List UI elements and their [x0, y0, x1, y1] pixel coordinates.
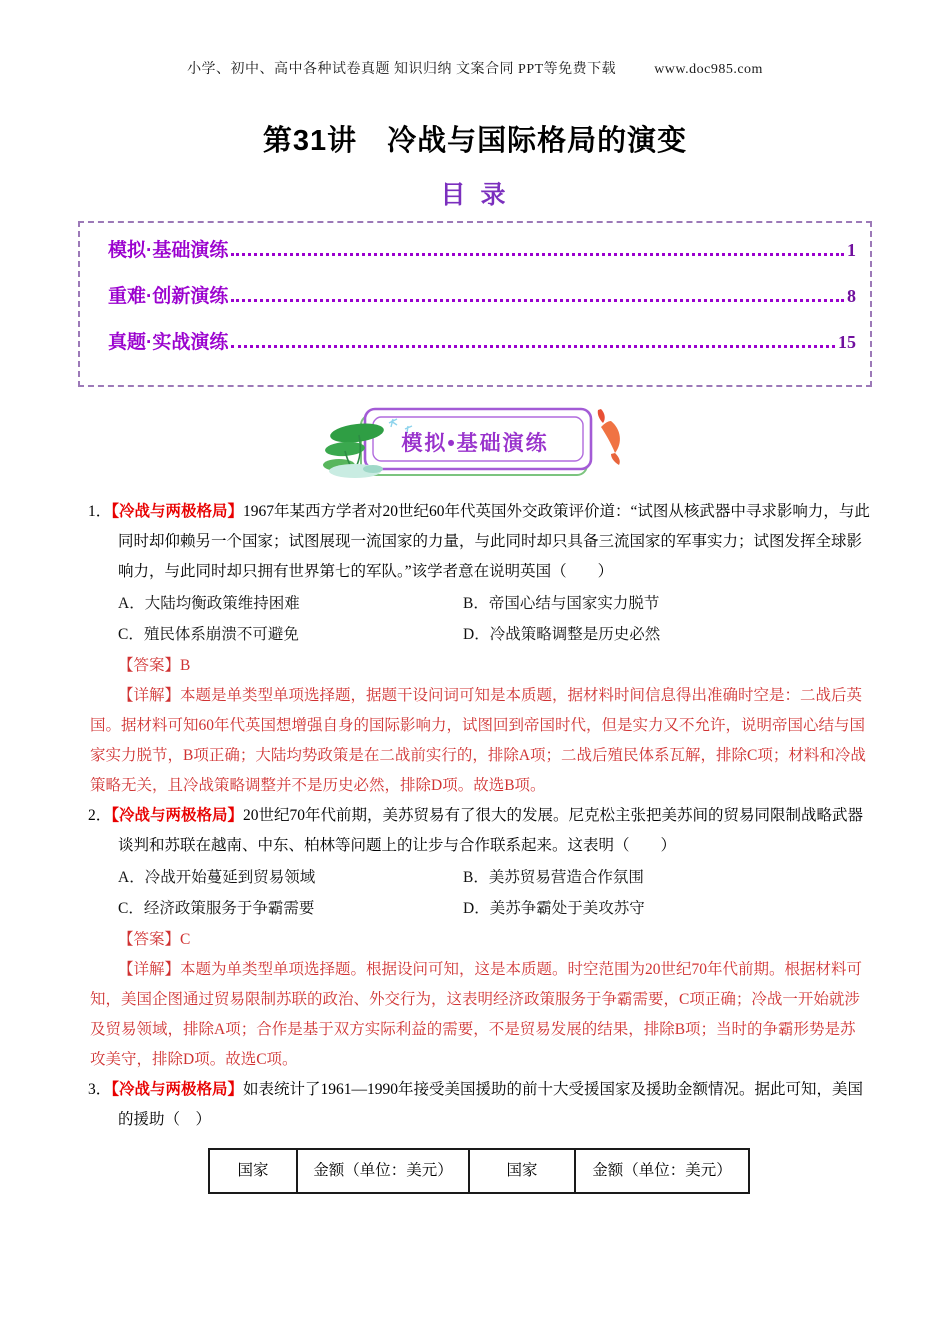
table-header-country: 国家	[469, 1149, 575, 1193]
answer-label: 【答案】	[118, 657, 181, 674]
question-text: 如表统计了1961—1990年接受美国援助的前十大受援国家及援助金额情况。据此可知，美国的援助（ ）	[118, 1081, 864, 1128]
detail-label: 【详解】	[118, 961, 181, 978]
toc-item-label: 重难·创新演练	[108, 286, 229, 307]
question-2	[88, 801, 870, 1075]
toc-dot-leader	[231, 252, 844, 256]
site-header-text: 小学、初中、高中各种试卷真题 知识归纳 文案合同 PPT等免费下载	[187, 62, 617, 77]
answer-line	[90, 651, 870, 681]
toc-page-number: 8	[847, 286, 856, 306]
koi-fish-icon	[598, 409, 620, 465]
answer-label: 【答案】	[118, 931, 181, 948]
question-topic-tag: 【冷战与两极格局】	[111, 503, 244, 520]
question-text: 20世纪70年代前期，美苏贸易有了很大的发展。尼克松主张把美苏间的贸易同限制战略武器谈判和苏联在越南、中东、柏林等问题上的让步与合作联系起来。这表明（ ）	[118, 807, 864, 854]
question-1	[88, 497, 870, 801]
answer-line	[90, 925, 870, 955]
toc-item-label: 真题·实战演练	[108, 332, 229, 353]
answer-value: C	[180, 931, 191, 948]
question-stem	[88, 497, 870, 587]
detail-text: 本题为单类型单项选择题。根据设问可知，这是本质题。时空范围为20世纪70年代前期。根据材料可知，美国企图通过贸易限制苏联的政治、外交行为，这表明经济政策服务于争霸需要，C项正确；冷战一开始就涉及贸易领域，排除A项；合作是基于双方实际利益的需要，不是贸易发展的结果，排除B项；当时的争霸形势是苏攻美守，排除D项。故选C项。	[90, 961, 863, 1068]
toc-item-zhenti-shizhan[interactable]	[108, 327, 856, 373]
toc-dot-leader	[231, 344, 835, 348]
option-d: D．冷战策略调整是历史必然	[463, 626, 661, 643]
question-number: 3．	[88, 1081, 112, 1098]
question-options	[118, 588, 870, 650]
option-c: C．殖民体系崩溃不可避免	[118, 626, 299, 643]
toc-page-number: 1	[847, 240, 856, 260]
question-topic-tag: 【冷战与两极格局】	[111, 807, 244, 824]
aid-table	[208, 1148, 750, 1194]
page-title: 第31讲 冷战与国际格局的演变	[262, 125, 688, 157]
option-a: A．冷战开始蔓延到贸易领域	[118, 869, 316, 886]
toc-page-number: 15	[838, 332, 856, 352]
toc-item-moni-jichu[interactable]	[108, 235, 856, 281]
question-stem	[88, 1075, 870, 1135]
answer-value: B	[180, 657, 191, 674]
site-header	[0, 0, 950, 78]
question-stem	[88, 801, 870, 861]
table-header-amount: 金额（单位：美元）	[297, 1149, 469, 1193]
option-b: B．帝国心结与国家实力脱节	[463, 595, 660, 612]
toc-box	[78, 221, 872, 387]
table-header-amount: 金额（单位：美元）	[575, 1149, 749, 1193]
question-topic-tag: 【冷战与两极格局】	[111, 1081, 244, 1098]
table-header-country: 国家	[209, 1149, 297, 1193]
questions-section	[88, 497, 870, 1194]
option-a: A．大陆均衡政策维持困难	[118, 595, 300, 612]
toc-item-zhongnan-chuangxin[interactable]	[108, 281, 856, 327]
question-options	[118, 862, 870, 924]
toc-item-label: 模拟·基础演练	[108, 240, 229, 261]
toc-heading: 目 录	[440, 181, 510, 209]
option-c: C．经济政策服务于争霸需要	[118, 900, 315, 917]
detail-line	[90, 955, 870, 1075]
table-header-row	[209, 1149, 749, 1193]
option-d: D．美苏争霸处于美攻苏守	[463, 900, 645, 917]
question-text: 1967年某西方学者对20世纪60年代英国外交政策评价道：“试图从核武器中寻求影响力，与此同时却仰赖另一个国家；试图展现一流国家的力量，与此同时却只具备三流国家的军事实力；试图发挥全球影响力，与此同时却只拥有世界第七的军队。”该学者意在说明英国（ ）	[118, 503, 870, 580]
toc-dot-leader	[231, 298, 844, 302]
site-url-link[interactable]: www.doc985.com	[654, 62, 763, 77]
section-badge	[0, 399, 950, 487]
detail-label: 【详解】	[118, 687, 181, 704]
option-b: B．美苏贸易营造合作氛围	[463, 869, 644, 886]
detail-line	[90, 681, 870, 801]
question-number: 2．	[88, 807, 112, 824]
question-number: 1．	[88, 503, 112, 520]
detail-text: 本题是单类型单项选择题，据题干设问词可知是本质题，据材料时间信息得出准确时空是：二战后英国。据材料可知60年代英国想增强自身的国际影响力，试图回到帝国时代，但是实力又不允许，说明帝国心结与国家实力脱节，B项正确；大陆均势政策是在二战前实行的，排除A项；二战后殖民体系瓦解，排除C项；材料和冷战策略无关，且冷战策略调整并不是历史必然，排除D项。故选B项。	[90, 687, 866, 794]
question-3	[88, 1075, 870, 1194]
section-badge-label: 模拟•基础演练	[401, 432, 549, 455]
